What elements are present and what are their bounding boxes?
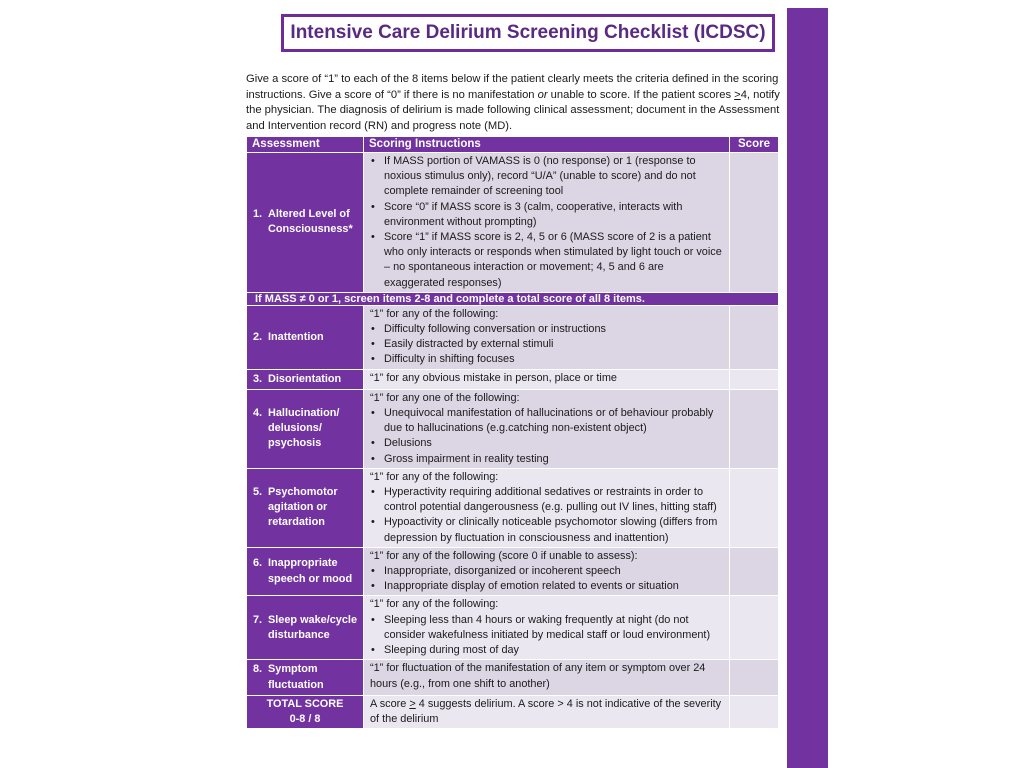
bullet-item: • Inappropriate, disorganized or incoherent speech <box>370 564 725 579</box>
assessment-cell <box>247 153 364 293</box>
bullet-item: • Hypoactivity or clinically noticeable psychomotor slowing (differs from depression by fluctuation in consciousness and inattention) <box>370 515 725 545</box>
item-number: 3. <box>253 372 263 385</box>
instructions-cell <box>364 660 730 695</box>
score-cell[interactable] <box>730 547 779 596</box>
instruction-lead: “1” for fluctuation of the manifestation of any item or symptom over 24 hours (e.g., from one shift to another) <box>370 662 706 690</box>
intro-text-ge-symbol: > <box>734 88 741 101</box>
score-cell[interactable] <box>730 369 779 389</box>
bullet-item: • Difficulty following conversation or instructions <box>370 322 725 337</box>
assessment-label: Disorientation <box>268 372 342 385</box>
assessment-label: Altered Level of Consciousness* <box>268 208 353 236</box>
table-row <box>247 547 779 596</box>
table-row <box>247 369 779 389</box>
intro-text-italic: or <box>537 88 548 101</box>
instructions-cell <box>364 153 730 293</box>
bullet-item: • Inappropriate display of emotion related to events or situation <box>370 579 725 594</box>
instructions-cell <box>364 596 730 660</box>
instructions-cell <box>364 547 730 596</box>
assessment-cell <box>247 369 364 389</box>
item-number: 8. <box>253 663 263 676</box>
icdsc-table <box>246 136 779 729</box>
item-number: 1. <box>253 208 263 221</box>
bullet-item: • Gross impairment in reality testing <box>370 452 725 467</box>
header-assessment: Assessment <box>247 137 364 153</box>
intro-text-2: unable to score. If the patient scores <box>547 88 735 101</box>
table-row <box>247 596 779 660</box>
bullet-item: • Difficulty in shifting focuses <box>370 352 725 367</box>
instruction-lead: “1” for any of the following: <box>370 307 499 320</box>
score-cell[interactable] <box>730 305 779 369</box>
mass-note: If MASS ≠ 0 or 1, screen items 2-8 and complete a total score of all 8 items. <box>247 292 779 305</box>
bullet-item: • Easily distracted by external stimuli <box>370 337 725 352</box>
table-row <box>247 468 779 547</box>
table-row <box>247 695 779 728</box>
bullet-item: • Sleeping during most of day <box>370 643 725 658</box>
header-score: Score <box>730 137 779 153</box>
total-text-ge-symbol: > <box>409 697 416 710</box>
assessment-cell <box>247 660 364 695</box>
instruction-lead: “1” for any one of the following: <box>370 391 520 404</box>
table-header-row <box>247 137 779 153</box>
instructions-cell <box>364 369 730 389</box>
document-title: Intensive Care Delirium Screening Checklist (ICDSC) <box>290 22 766 43</box>
table-row <box>247 305 779 369</box>
assessment-label: Sleep wake/cycle disturbance <box>268 613 358 641</box>
assessment-label: Symptom fluctuation <box>268 663 324 691</box>
instructions-cell <box>364 389 730 468</box>
score-cell[interactable] <box>730 153 779 293</box>
bullet-item: • Score “0” if MASS score is 3 (calm, cooperative, interacts with environment without prompting) <box>370 200 725 230</box>
total-text-2: 4 suggests delirium. A score > 4 is not indicative of the severity of the delirium <box>370 697 722 725</box>
assessment-cell <box>247 305 364 369</box>
instruction-lead: “1” for any of the following: <box>370 470 499 483</box>
item-number: 4. <box>253 407 263 420</box>
bullet-item: • Score “1” if MASS score is 2, 4, 5 or 6 (MASS score of 2 is a patient who only interacts or responds when stimulated by light touch or voice – no spontaneous interaction or movement; 4, 5 and 6 are exaggerated responses) <box>370 230 725 291</box>
instructions-cell <box>364 468 730 547</box>
total-score-input-cell[interactable] <box>730 695 779 728</box>
instruction-lead: “1” for any of the following (score 0 if unable to assess): <box>370 549 638 562</box>
assessment-cell <box>247 547 364 596</box>
score-cell[interactable] <box>730 660 779 695</box>
header-scoring-instructions: Scoring Instructions <box>364 137 730 153</box>
instruction-lead: “1” for any obvious mistake in person, place or time <box>370 371 617 384</box>
bullet-item: • Hyperactivity requiring additional sedatives or restraints in order to control potential dangerousness (e.g. pulling out IV lines, hitting staff) <box>370 485 725 515</box>
item-number: 2. <box>253 330 263 343</box>
total-score-cell <box>247 695 364 728</box>
total-text-1: A score <box>370 697 410 710</box>
bullet-item: • Unequivocal manifestation of hallucinations or of behaviour probably due to hallucinations (e.g.catching non-existent object) <box>370 406 725 436</box>
intro-text-3: 4, notify the physician. The diagnosis of delirium is made following clinical assessment; document in the Assessment and Intervention record (RN) and progress note (MD). <box>246 88 780 132</box>
intro-text-1: Give a score of “1” to each of the 8 items below if the patient clearly meets the criteria defined in the scoring instructions. Give a score of “0” if there is no manifestation <box>246 73 779 101</box>
table-row <box>247 660 779 695</box>
assessment-label: Inappropriate speech or mood <box>268 557 353 585</box>
total-interpretation <box>370 697 725 727</box>
decorative-side-bar <box>787 8 828 768</box>
item-number: 6. <box>253 557 263 570</box>
assessment-label: Hallucination/ delusions/ psychosis <box>268 407 340 450</box>
bullet-item: • Sleeping less than 4 hours or waking frequently at night (do not consider wakefulness initiated by medical staff or loud environment) <box>370 613 725 643</box>
total-score-label: TOTAL SCORE <box>266 697 344 710</box>
item-number: 7. <box>253 613 263 626</box>
table-row <box>247 389 779 468</box>
bullet-item: • Delusions <box>370 436 725 451</box>
instruction-lead: “1” for any of the following: <box>370 598 499 611</box>
assessment-cell <box>247 389 364 468</box>
bullet-item: • If MASS portion of VAMASS is 0 (no response) or 1 (response to noxious stimulus only), record “U/A” (unable to score) and do not complete remainder of screening tool <box>370 154 725 200</box>
instructions-cell <box>364 305 730 369</box>
assessment-label: Inattention <box>268 330 324 343</box>
table-row <box>247 292 779 305</box>
assessment-cell <box>247 596 364 660</box>
score-cell[interactable] <box>730 468 779 547</box>
title-box <box>281 14 775 52</box>
intro-paragraph <box>246 72 782 134</box>
item-number: 5. <box>253 486 263 499</box>
assessment-label: Psychomotor agitation or retardation <box>268 486 338 529</box>
instructions-cell <box>364 695 730 728</box>
table-row <box>247 153 779 293</box>
score-cell[interactable] <box>730 596 779 660</box>
assessment-cell <box>247 468 364 547</box>
total-score-range: 0-8 / 8 <box>289 712 321 725</box>
score-cell[interactable] <box>730 389 779 468</box>
